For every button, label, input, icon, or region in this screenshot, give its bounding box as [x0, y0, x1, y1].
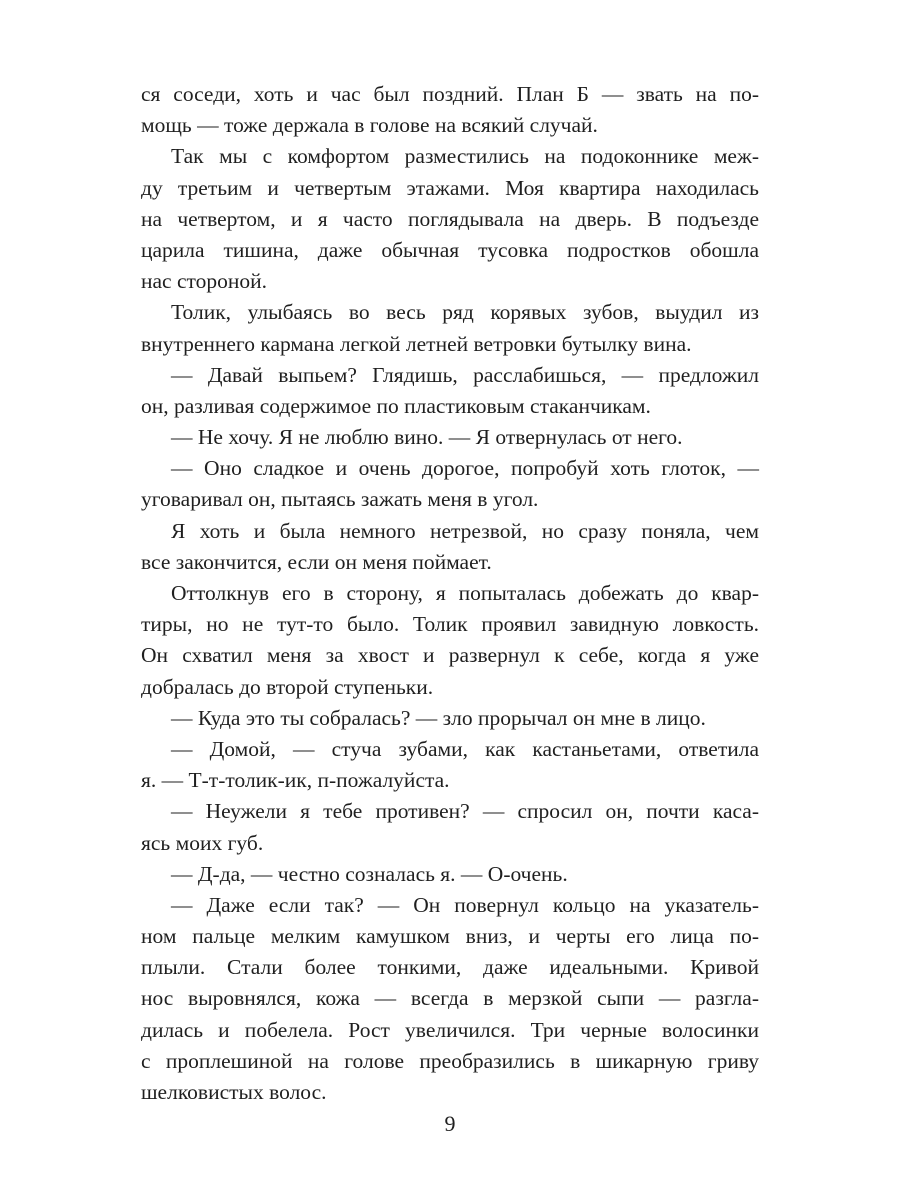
- paragraph: [141, 79, 759, 141]
- text-line: все закончится, если он меня поймает.: [141, 549, 492, 574]
- text-line: нос выровнялся, кожа — всегда в мерзкой сыпи — разгла-: [141, 986, 759, 1011]
- text-line: я. — Т-т-толик-ик, п-пожалуйста.: [141, 768, 450, 793]
- text-line: — Даже если так? — Он повернул кольцо на указатель-: [171, 892, 759, 917]
- text-line: ном пальце мелким камушком вниз, и черты его лица по-: [141, 924, 759, 949]
- paragraph: [141, 859, 759, 890]
- text-line: с проплешиной на голове преобразились в шикарную гриву: [141, 1048, 759, 1073]
- text-line: Я хоть и была немного нетрезвой, но сразу поняла, чем: [171, 518, 759, 543]
- paragraph: [141, 422, 759, 453]
- text-line: добралась до второй ступеньки.: [141, 674, 434, 699]
- text-line: — Неужели я тебе противен? — спросил он, почти каса-: [171, 799, 759, 824]
- text-line: царила тишина, даже обычная тусовка подростков обошла: [141, 237, 759, 262]
- text-line: мощь — тоже держала в голове на всякий случай.: [141, 113, 598, 138]
- text-line: шелковистых волос.: [141, 1080, 327, 1104]
- text-line: Он схватил меня за хвост и развернул к себе, когда я уже: [141, 643, 759, 668]
- text-line: — Д-да, — честно созналась я. — О-очень.: [171, 861, 568, 886]
- text-line: плыли. Стали более тонкими, даже идеальными. Кривой: [141, 955, 759, 980]
- paragraph: [141, 890, 759, 1108]
- paragraph: [141, 796, 759, 858]
- body-text: [141, 79, 759, 1108]
- text-line: — Не хочу. Я не люблю вино. — Я отвернулась от него.: [171, 425, 683, 450]
- paragraph: [141, 703, 759, 734]
- paragraph: [141, 453, 759, 515]
- text-line: — Давай выпьем? Глядишь, расслабишься, — предложил: [171, 362, 759, 387]
- text-line: — Домой, — стуча зубами, как кастаньетами, ответила: [171, 736, 759, 761]
- text-line: он, разливая содержимое по пластиковым стаканчикам.: [141, 393, 651, 418]
- paragraph: [141, 297, 759, 359]
- text-line: внутреннего кармана легкой летней ветровки бутылку вина.: [141, 331, 692, 356]
- text-line: уговаривал он, пытаясь зажать меня в угол.: [141, 487, 539, 512]
- page-number: 9: [444, 1111, 456, 1136]
- paragraph: [141, 360, 759, 422]
- text-line: ду третьим и четвертым этажами. Моя квартира находилась: [141, 175, 759, 200]
- text-line: — Куда это ты собралась? — зло прорычал он мне в лицо.: [171, 705, 706, 730]
- text-line: нас стороной.: [141, 269, 268, 294]
- text-line: — Оно сладкое и очень дорогое, попробуй хоть глоток, —: [171, 456, 759, 481]
- paragraph: [141, 578, 759, 703]
- text-line: ся соседи, хоть и час был поздний. План Б — звать на по-: [141, 82, 759, 106]
- text-line: Оттолкнув его в сторону, я попыталась добежать до квар-: [171, 581, 759, 605]
- paragraph: [141, 734, 759, 796]
- text-line: дилась и побелела. Рост увеличился. Три черные волосинки: [141, 1017, 759, 1042]
- text-line: тиры, но не тут-то было. Толик проявил завидную ловкость.: [141, 612, 759, 637]
- text-line: ясь моих губ.: [141, 830, 264, 855]
- text-line: на четвертом, и я часто поглядывала на дверь. В подъезде: [141, 206, 759, 231]
- text-line: Так мы с комфортом разместились на подоконнике меж-: [171, 144, 759, 169]
- paragraph: [141, 141, 759, 297]
- paragraph: [141, 516, 759, 578]
- text-line: Толик, улыбаясь во весь ряд корявых зубов, выудил из: [171, 300, 759, 325]
